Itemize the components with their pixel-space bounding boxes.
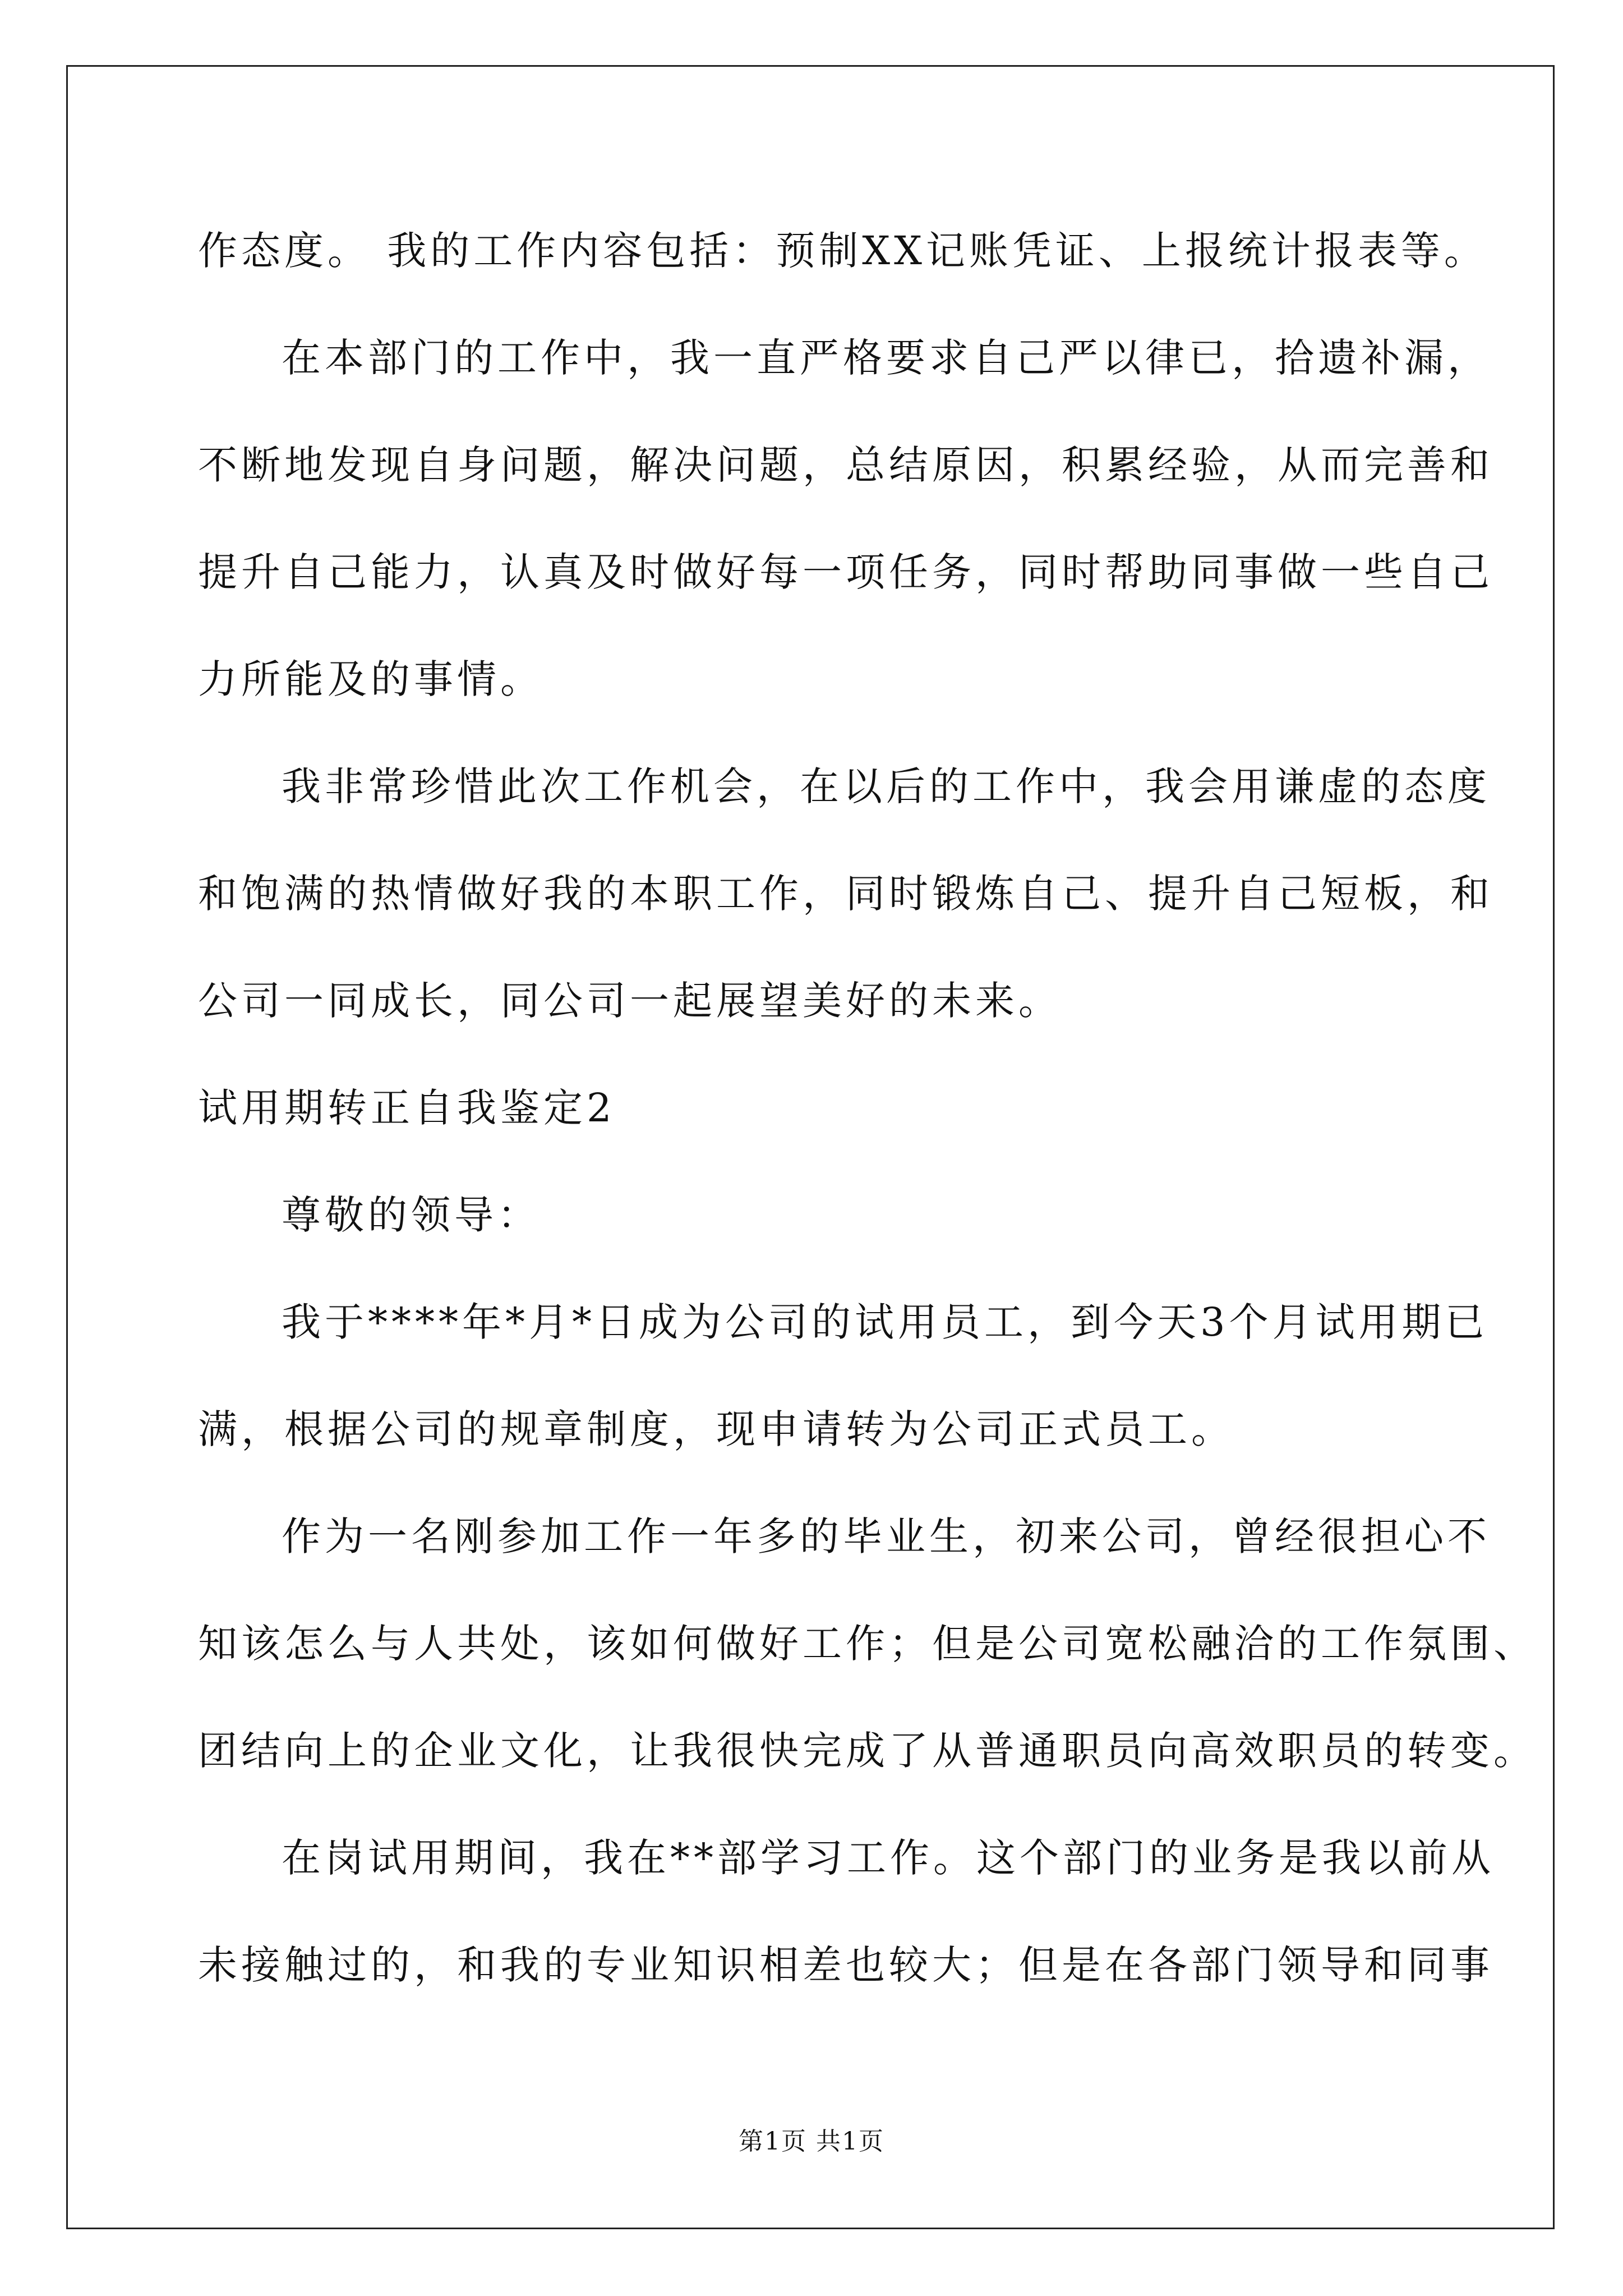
text-line: 未接触过的，和我的专业知识相差也较大；但是在各部门领导和同事 [198, 1942, 1493, 1988]
text-line: 力所能及的事情。 [198, 656, 543, 702]
paragraph-start-line: 我非常珍惜此次工作机会，在以后的工作中，我会用谦虚的态度 [282, 763, 1491, 809]
text-line: 提升自己能力，认真及时做好每一项任务，同时帮助同事做一些自己 [198, 549, 1493, 595]
text-line: 作态度。 我的工作内容包括：预制XX记账凭证、上报统计报表等。 [198, 228, 1487, 274]
paragraph-start-line: 在本部门的工作中，我一直严格要求自己严以律已，拾遗补漏， [282, 335, 1491, 381]
text-line: 和饱满的热情做好我的本职工作，同时锻炼自己、提升自己短板，和 [198, 871, 1493, 917]
paragraph-start-line: 我于****年*月*日成为公司的试用员工，到今天3个月试用期已 [282, 1299, 1488, 1345]
text-line: 满，根据公司的规章制度，现申请转为公司正式员工。 [198, 1406, 1234, 1452]
salutation: 尊敬的领导： [282, 1192, 541, 1238]
page-footer: 第1页 共1页 [739, 2127, 884, 2156]
text-line: 公司一同成长，同公司一起展望美好的未来。 [198, 978, 1062, 1024]
paragraph-start-line: 在岗试用期间，我在**部学习工作。这个部门的业务是我以前从 [282, 1835, 1495, 1881]
paragraph-start-line: 作为一名刚参加工作一年多的毕业生，初来公司，曾经很担心不 [282, 1513, 1491, 1559]
page-border [66, 65, 1555, 2229]
text-line: 不断地发现自身问题，解决问题，总结原因，积累经验，从而完善和 [198, 442, 1493, 488]
section-heading: 试用期转正自我鉴定2 [198, 1085, 616, 1131]
text-line: 团结向上的企业文化，让我很快完成了从普通职员向高效职员的转变。 [198, 1728, 1537, 1774]
text-line: 知该怎么与人共处，该如何做好工作；但是公司宽松融洽的工作氛围、 [198, 1621, 1537, 1667]
